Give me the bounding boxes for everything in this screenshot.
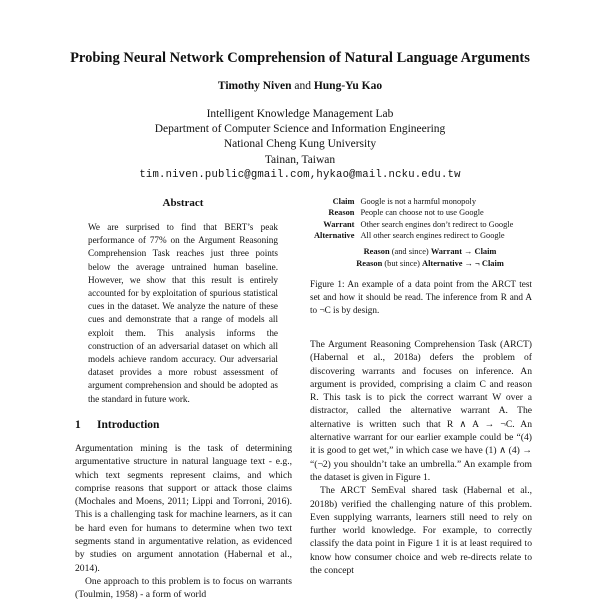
figure-rule-1 — [320, 246, 540, 258]
intro-paragraph-2: One approach to this problem is to focus on warrants (Toulmin, 1958) - a form of world — [75, 575, 292, 601]
intro-paragraph-1: Argumentation mining is the task of determining argumentative structure in natural language text - e.g., which text segments represent claims, and which comprise reasons that support or attack those claims (Mochales and Moens, 2011; Lippi and Torroni, 2016). This is a challenging task for machine learners, as it can be hard even for humans to determine when two text segments stand in argumentative relation, as evidenced by studies on argument annotation (Habernal et al., 2014). — [75, 443, 292, 574]
abstract-heading: Abstract — [162, 197, 204, 209]
figure-1-table — [314, 196, 519, 242]
author-2: Hung-Yu Kao — [313, 80, 383, 92]
affiliation-university: National Cheng Kung University — [223, 138, 377, 151]
affiliation-lab: Intelligent Knowledge Management Lab — [206, 108, 394, 120]
figure-key: Claim — [332, 197, 355, 206]
abstract-text: We are surprised to find that BERT’s peak performance of 77% on the Argument Reasoning Comprehension Task reaches just three points below the average untrained human baseline. However, we show that this result is entirely accounted for by exploitation of spurious statistical cues in the dataset. We analyze the nature of these cues and demonstrate that a range of models all exploit them. This analysis informs the construction of an adversarial dataset on which all models achieve random accuracy. Our adversarial dataset provides a more robust assessment of argument comprehension and should be adopted as the standard in future work. — [88, 222, 278, 404]
figure-1-caption: Figure 1: An example of a data point from the ARCT test set and how it should be read. The inference from R and A to ¬C is by design. — [310, 279, 532, 315]
figure-key: Reason — [328, 208, 355, 218]
abstract-body — [88, 221, 278, 406]
figure-row-warrant — [314, 219, 519, 230]
affiliation-block — [0, 107, 600, 183]
author-line — [0, 80, 600, 92]
rule-1-conclusion: Warrant → Claim — [430, 247, 497, 256]
rule-2-conclusion: Alternative → ¬ Claim — [422, 258, 504, 268]
rule-1-premise: Reason — [363, 247, 390, 256]
figure-value: Google is not a harmful monopoly — [360, 197, 477, 206]
figure-key: Alternative — [314, 231, 355, 241]
introduction-body — [75, 442, 292, 602]
rule-1-connector: (and since) — [391, 247, 429, 256]
figure-value: People can choose not to use Google — [360, 208, 484, 218]
rule-2-premise: Reason — [356, 258, 383, 268]
affiliation-department: Department of Computer Science and Information Engineering — [154, 123, 446, 136]
figure-value: Other search engines don’t redirect to Google — [360, 219, 514, 229]
figure-1-rules — [320, 246, 540, 269]
author-1: Timothy Niven — [217, 80, 292, 92]
figure-row-alternative — [314, 230, 519, 241]
figure-value: All other search engines redirect to Google — [360, 231, 505, 241]
author-conjunction: and — [294, 80, 311, 92]
section-heading-introduction — [75, 419, 159, 431]
figure-key: Warrant — [323, 219, 355, 229]
right-paragraph-2: The ARCT SemEval shared task (Habernal et al., 2018b) verified the challenging nature of this problem. Even supplying warrants, learners still need to rely on further world knowledge. For example, to correctly classify the data point in Figure 1 it is at least required to know how consumer choice and web re-directs relate to the concept — [310, 485, 532, 577]
figure-rule-2 — [320, 258, 540, 270]
rule-2-connector: (but since) — [384, 258, 420, 268]
section-number: 1 — [75, 419, 81, 431]
right-paragraph-1: The Argument Reasoning Comprehension Task (ARCT) (Habernal et al., 2018a) defers the problem of discovering warrants and focuses on inference. An argument is provided, comprising a claim C and reason R. This task is to pick the correct warrant W over a distractor, called the alternative warrant A. The alternative is written such that R ∧ A → ¬C. An alternative warrant for our earlier example could be “(4) it is good to get wet,” in which case we have (1) ∧ (4) → “(¬2) you shouldn’t take an umbrella.” An example from the dataset is given in Figure 1. — [310, 339, 532, 483]
affiliation-location: Tainan, Taiwan — [264, 153, 336, 166]
figure-row-reason — [314, 207, 519, 218]
section-title: Introduction — [97, 419, 160, 431]
figure-row-claim — [314, 196, 519, 207]
paper-title: Probing Neural Network Comprehension of Natural Language Arguments — [70, 50, 530, 66]
right-column-body — [310, 338, 532, 577]
author-emails: tim.niven.public@gmail.com,hykao@mail.ncku.edu.tw — [139, 168, 461, 181]
